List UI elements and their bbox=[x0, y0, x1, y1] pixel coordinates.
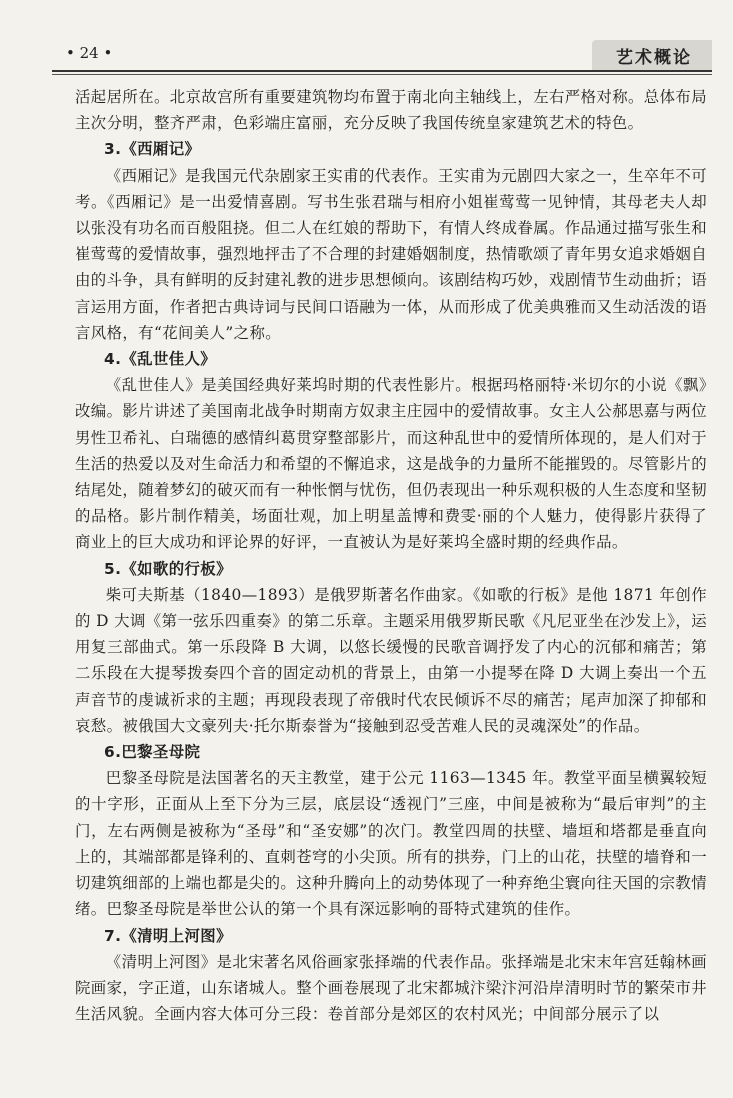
header-rule-thin bbox=[52, 74, 712, 75]
paragraph-intro: 活起居所在。北京故宫所有重要建筑物均布置于南北向主轴线上，左右严格对称。总体布局主次分明，整齐严肃，色彩端庄富丽，充分反映了我国传统皇家建筑艺术的特色。 bbox=[75, 88, 707, 133]
page-header bbox=[52, 40, 712, 70]
paragraph-notre-dame: 巴黎圣母院是法国著名的天主教堂，建于公元 1163—1345 年。教堂平面呈横翼较短的十字形，正面从上至下分为三层，底层设“透视门”三座，中间是被称为“最后审判”的主门，左右两侧是被称为“圣母”和“圣安娜”的次门。教堂四周的扶壁、墙垣和塔都是垂直向上的，其端部都是锋利的、直刺苍穹的小尖顶。所有的拱券，门上的山花，扶壁的墙脊和一切建筑细部的上端也都是尖的。这种升腾向上的动势体现了一种弃绝尘寰向往天国的宗教情绪。巴黎圣母院是举世公认的第一个具有深远影响的哥特式建筑的佳作。 bbox=[75, 769, 707, 919]
paragraph-gone-with-the-wind: 《乱世佳人》是美国经典好莱坞时期的代表性影片。根据玛格丽特·米切尔的小说《飘》改编。影片讲述了美国南北战争时期南方奴隶主庄园中的爱情故事。女主人公郝思嘉与两位男性卫希礼、白瑞德的感情纠葛贯穿整部影片，而这种乱世中的爱情所体现的，是人们对于生活的热爱以及对生命活力和希望的不懈追求，这是战争的力量所不能摧毁的。尽管影片的结尾处，随着梦幻的破灭而有一种怅惘与忧伤，但仍表现出一种乐观积极的人生态度和坚韧的品格。影片制作精美，场面壮观，加上明星盖博和费雯·丽的个人魅力，使得影片获得了商业上的巨大成功和评论界的好评，一直被认为是好莱坞全盛时期的经典作品。 bbox=[75, 376, 707, 552]
paragraph-xixiangji: 《西厢记》是我国元代杂剧家王实甫的代表作。王实甫为元剧四大家之一，生卒年不可考。《西厢记》是一出爱情喜剧。写书生张君瑞与相府小姐崔莺莺一见钟情，其母老夫人却以张没有功名而百般阻挠。但二人在红娘的帮助下，有情人终成眷属。作品通过描写张生和崔莺莺的爱情故事，强烈地抨击了不合理的封建婚姻制度，热情歌颂了青年男女追求婚姻自由的斗争，具有鲜明的反封建礼教的进步思想倾向。该剧结构巧妙，戏剧情节生动曲折；语言运用方面，作者把古典诗词与民间口语融为一体，从而形成了优美典雅而又生动活泼的语言风格，有“花间美人”之称。 bbox=[75, 166, 707, 342]
section-heading-notre-dame: 6.巴黎圣母院 bbox=[104, 743, 201, 762]
section-heading-andante-cantabile: 5.《如歌的行板》 bbox=[104, 559, 232, 578]
section-heading-qingming: 7.《清明上河图》 bbox=[104, 926, 232, 945]
paragraph-andante-cantabile: 柴可夫斯基（1840—1893）是俄罗斯著名作曲家。《如歌的行板》是他 1871 年创作的 D 大调《第一弦乐四重奏》的第二乐章。主题采用俄罗斯民歌《凡尼亚坐在沙发上》，运用复三部曲式。第一乐段降 B 大调，以悠长缓慢的民歌音调抒发了内心的沉郁和痛苦；第二乐段在大提琴拨奏四个音的固定动机的背景上，由第一小提琴在降 D 大调上奏出一个五声音节的虔诚祈求的主题；再现段表现了帝俄时代农民倾诉不尽的痛苦；尾声加深了抑郁和哀愁。被俄国大文豪列夫·托尔斯泰誉为“接触到忍受苦难人民的灵魂深处”的作品。 bbox=[75, 585, 707, 735]
header-rule bbox=[52, 70, 712, 72]
section-heading-xixiangji: 3.《西厢记》 bbox=[104, 140, 201, 159]
running-title: 艺术概论 bbox=[592, 40, 712, 71]
paragraph-qingming: 《清明上河图》是北宋著名风俗画家张择端的代表作品。张择端是北宋末年宫廷翰林画院画家，字正道，山东诸城人。整个画卷展现了北宋都城汴梁汴河沿岸清明时节的繁荣市井生活风貌。全画内容大体可分三段：卷首部分是郊区的农村风光；中间部分展示了以 bbox=[75, 952, 707, 1024]
body-text bbox=[75, 84, 707, 1027]
section-heading-gone-with-the-wind: 4.《乱世佳人》 bbox=[104, 350, 217, 369]
page-number: • 24 • bbox=[66, 44, 113, 62]
